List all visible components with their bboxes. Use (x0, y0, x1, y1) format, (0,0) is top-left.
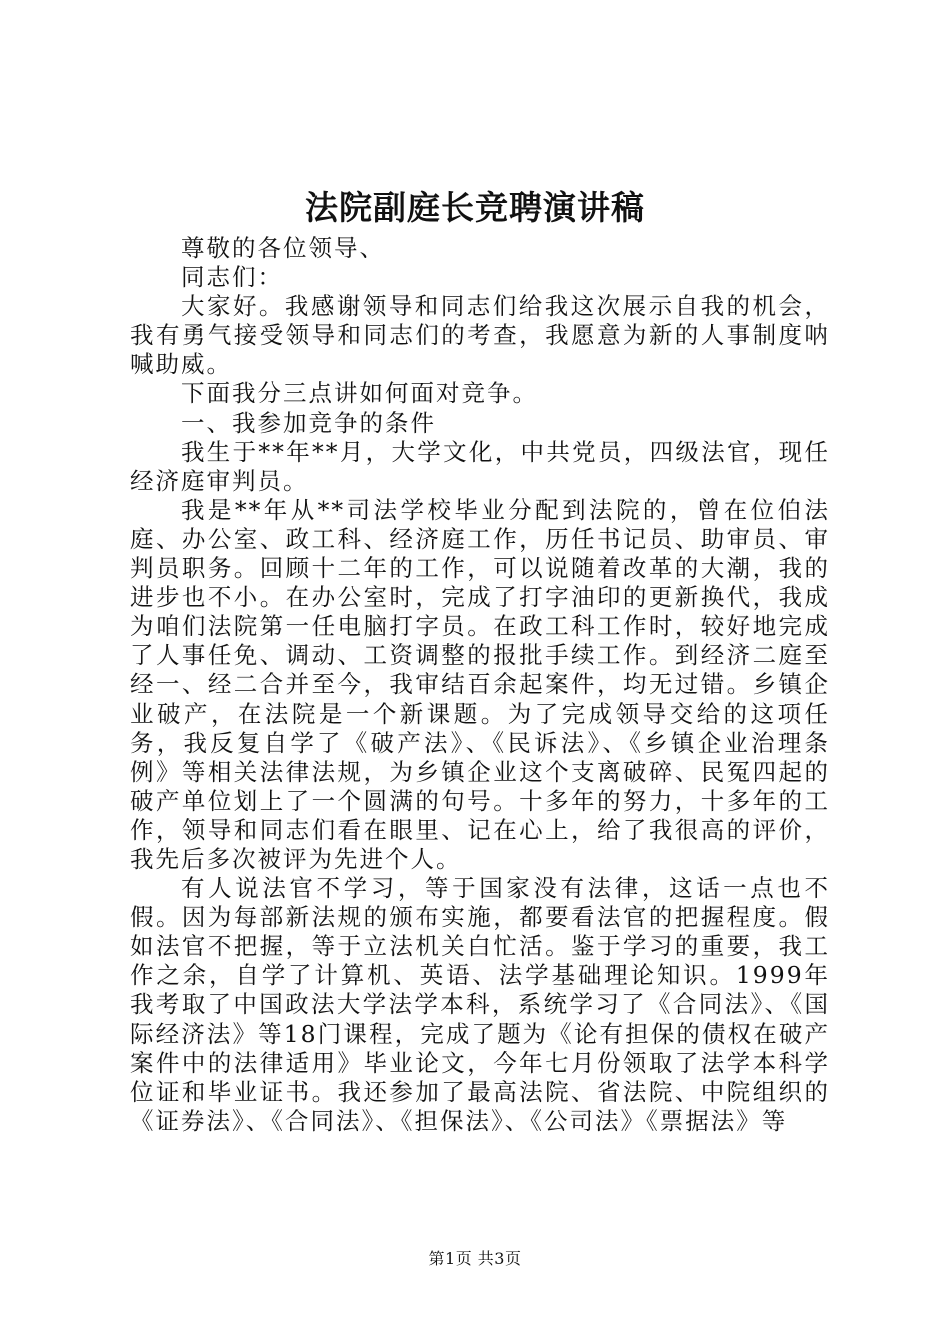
page-footer: 第1页 共3页 (428, 1249, 522, 1268)
paragraph-background: 我生于**年**月，大学文化，中共党员，四级法官，现任经济庭审判员。 (130, 437, 830, 495)
paragraph-greeting: 大家好。我感谢领导和同志们给我这次展示自我的机会，我有勇气接受领导和同志们的考查，我愿意为新的人事制度呐喊助威。 (130, 292, 830, 379)
document-title: 法院副庭长竞聘演讲稿 (305, 188, 645, 227)
paragraph-salutation-2: 同志们： (181, 263, 283, 292)
paragraph-outline: 下面我分三点讲如何面对竞争。 (181, 379, 538, 408)
paragraph-salutation-1: 尊敬的各位领导、 (181, 234, 385, 262)
section-heading-1: 一、我参加竞争的条件 (181, 408, 436, 437)
paragraph-study: 有人说法官不学习，等于国家没有法律，这话一点也不假。因为每部新法规的颁布实施，都要看法官的把握程度。假如法官不把握，等于立法机关白忙活。鉴于学习的重要，我工作之余，自学了计算机、英语、法学基础理论知识。1999年我考取了中国政法大学法学本科，系统学习了《合同法》、《国际经济法》等18门课程，完成了题为《论有担保的债权在破产案件中的法律适用》毕业论文，今年七月份领取了法学本科学位证和毕业证书。我还参加了最高法院、省法院、中院组织的《证券法》、《合同法》、《担保法》、《公司法》《票据法》等 (130, 874, 830, 1135)
document-body (130, 234, 830, 1136)
paragraph-career: 我是**年从**司法学校毕业分配到法院的，曾在位伯法庭、办公室、政工科、经济庭工作，历任书记员、助审员、审判员职务。回顾十二年的工作，可以说随着改革的大潮，我的进步也不小。在办公室时，完成了打字油印的更新换代，我成为咱们法院第一任电脑打字员。在政工科工作时，较好地完成了人事任免、调动、工资调整的报批手续工作。到经济二庭至经一、经二合并至今，我审结百余起案件，均无过错。乡镇企业破产，在法院是一个新课题。为了完成领导交给的这项任务，我反复自学了《破产法》、《民诉法》、《乡镇企业治理条例》等相关法律法规，为乡镇企业这个支离破碎、民冤四起的破产单位划上了一个圆满的句号。十多年的努力，十多年的工作，领导和同志们看在眼里、记在心上，给了我很高的评价，我先后多次被评为先进个人。 (130, 495, 830, 873)
